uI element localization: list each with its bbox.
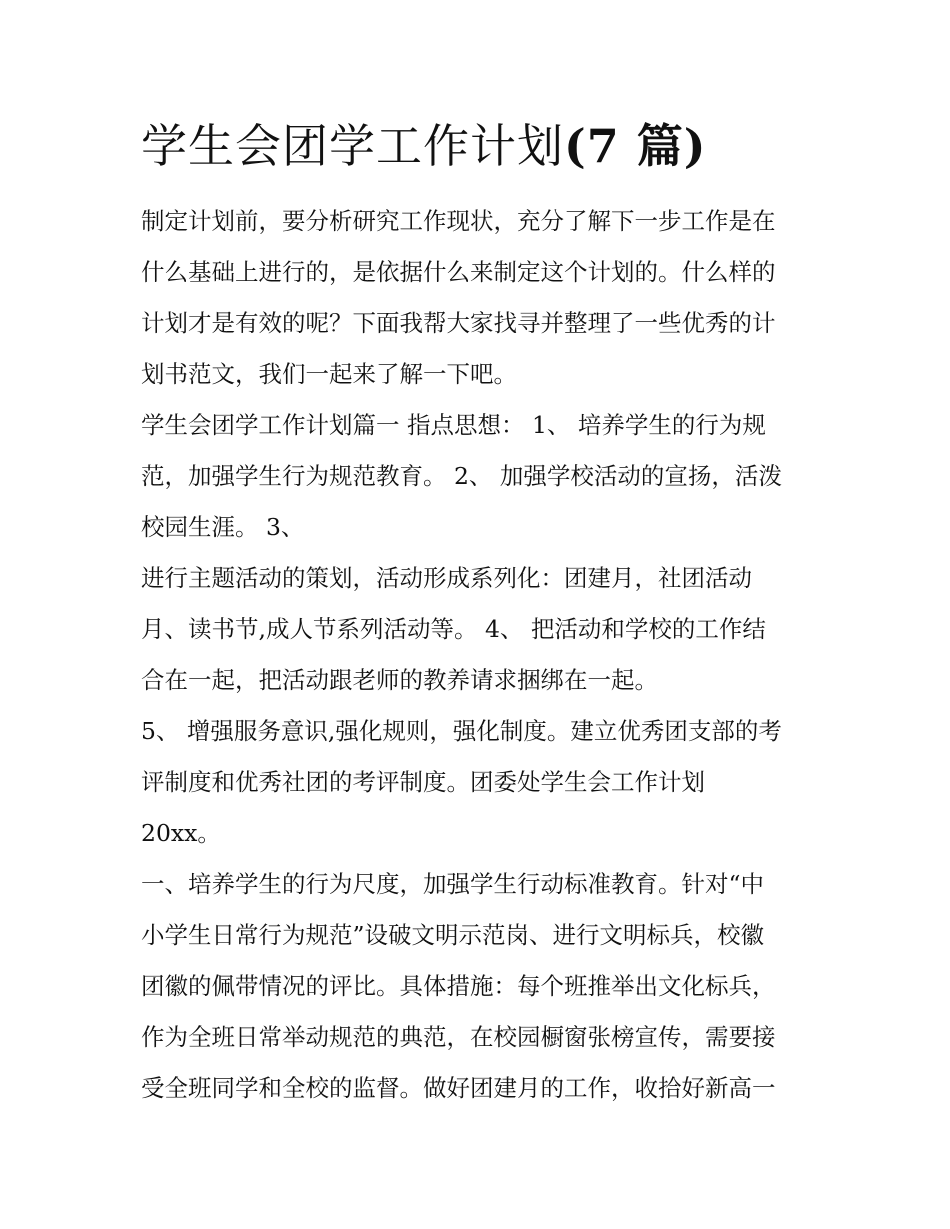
text-line: 5、 增强服务意识,强化规则，强化制度。建立优秀团支部的考 xyxy=(141,717,782,745)
text-line: 20xx。 xyxy=(141,819,221,847)
text-line: 什么基础上进行的，是依据什么来制定这个计划的。什么样的 xyxy=(141,258,776,286)
text-line: 团徽的佩带情况的评比。具体措施：每个班推举出文化标兵， xyxy=(141,972,776,1000)
text-line: 划书范文，我们一起来了解一下吧。 xyxy=(141,360,517,388)
text-line: 月、读书节,成人节系列活动等。 4、 把活动和学校的工作结 xyxy=(141,615,766,643)
text-line: 一、培养学生的行为尺度，加强学生行动标准教育。针对“中 xyxy=(141,870,765,898)
text-line: 受全班同学和全校的监督。做好团建月的工作，收拾好新高一 xyxy=(141,1074,776,1102)
title-main: 学生会团学工作计划 xyxy=(141,119,564,173)
document-body xyxy=(141,196,821,1114)
text-line: 制定计划前，要分析研究工作现状，充分了解下一步工作是在 xyxy=(141,207,776,235)
text-line: 校园生涯。 3、 xyxy=(141,513,305,541)
title-suffix: (7 篇) xyxy=(564,119,707,173)
text-line: 评制度和优秀社团的考评制度。团委处学生会工作计划 xyxy=(141,768,705,796)
text-line: 计划才是有效的呢？下面我帮大家找寻并整理了一些优秀的计 xyxy=(141,309,776,337)
text-line: 小学生日常行为规范”设破文明示范岗、进行文明标兵，校徽 xyxy=(141,921,765,949)
text-line: 范，加强学生行为规范教育。 2、 加强学校活动的宣扬，活泼 xyxy=(141,462,782,490)
text-line: 作为全班日常举动规范的典范，在校园橱窗张榜宣传，需要接 xyxy=(141,1023,776,1051)
document-title xyxy=(141,114,707,178)
text-line: 学生会团学工作计划篇一 指点思想： 1、 培养学生的行为规 xyxy=(141,411,766,439)
text-line: 合在一起，把活动跟老师的教养请求捆绑在一起。 xyxy=(141,666,658,694)
text-line: 进行主题活动的策划，活动形成系列化：团建月，社团活动 xyxy=(141,564,752,592)
